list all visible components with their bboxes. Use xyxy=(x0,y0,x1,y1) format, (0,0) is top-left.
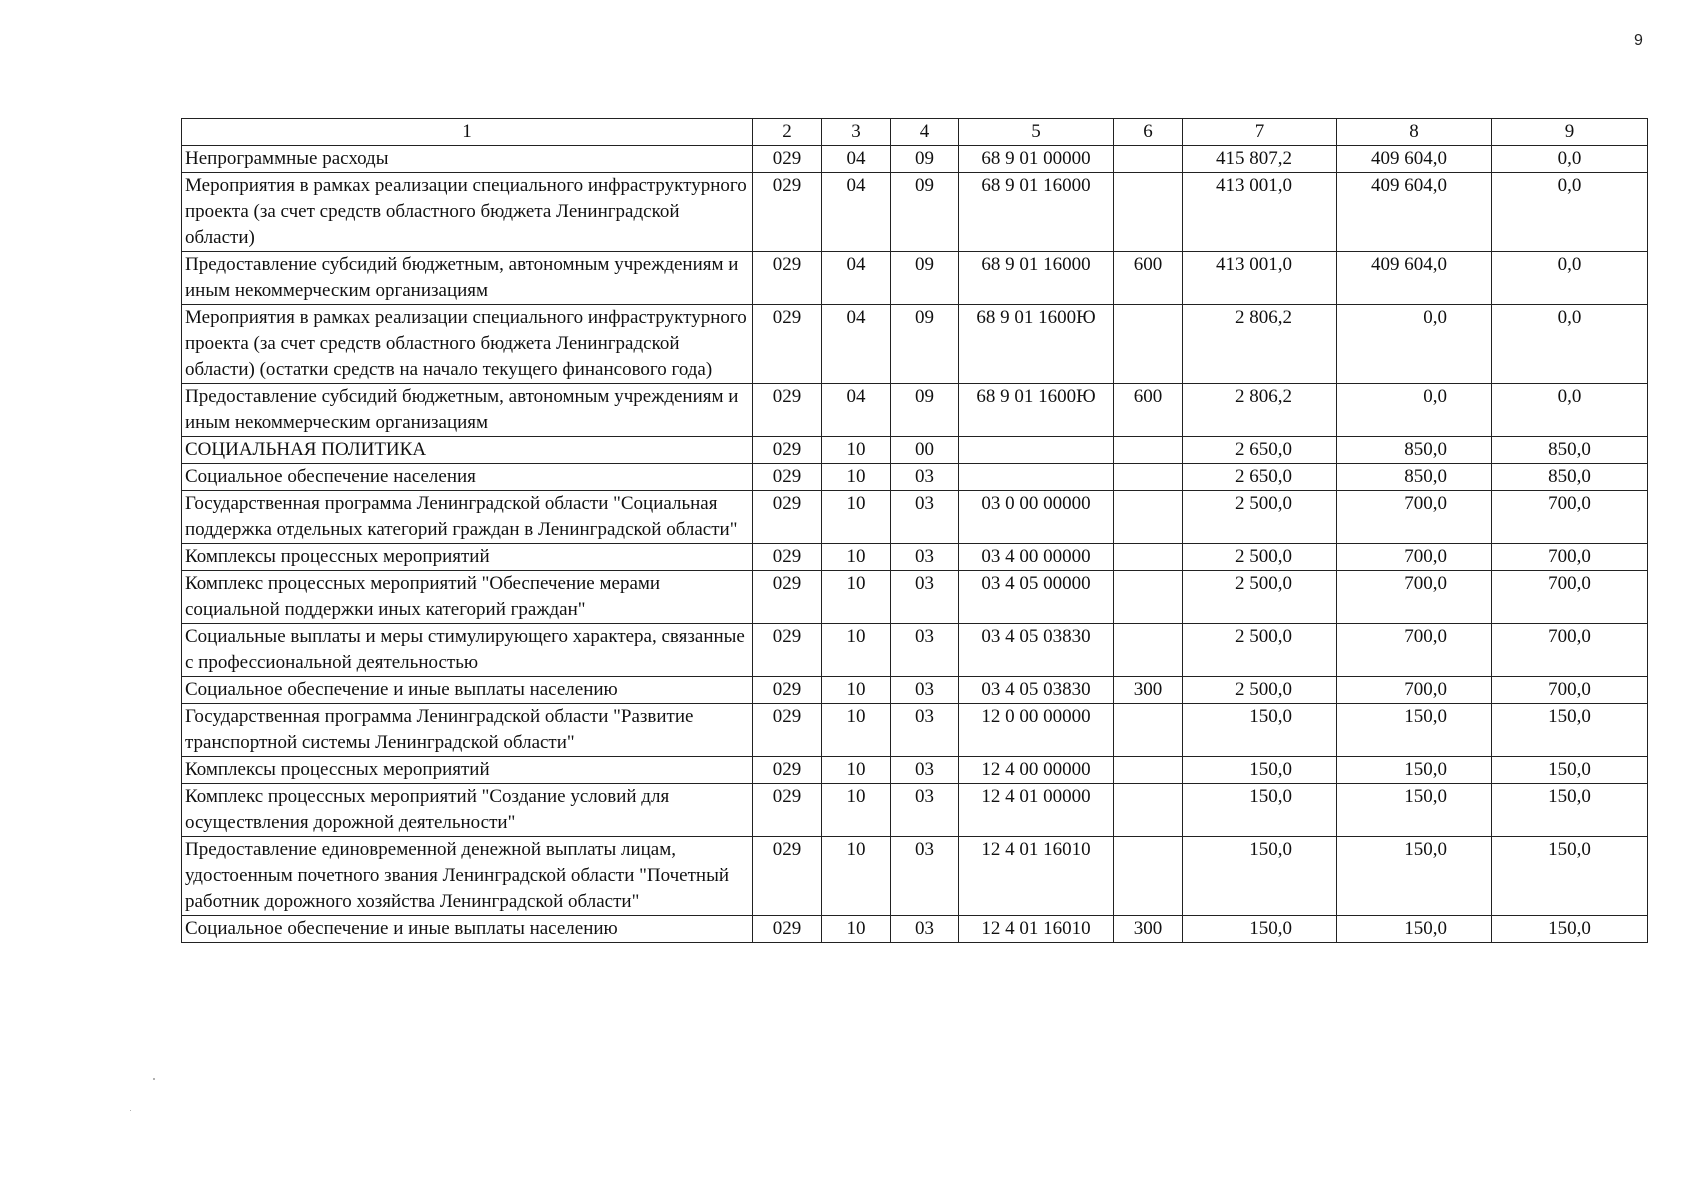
subsection-cell: 03 xyxy=(891,916,959,943)
expense-type-cell: 600 xyxy=(1114,252,1183,305)
admin-code-cell: 029 xyxy=(753,757,822,784)
expense-type-cell xyxy=(1114,704,1183,757)
admin-code-cell: 029 xyxy=(753,491,822,544)
expense-type-cell xyxy=(1114,837,1183,916)
name-cell: СОЦИАЛЬНАЯ ПОЛИТИКА xyxy=(182,437,753,464)
amount-cell: 2 500,0 xyxy=(1183,571,1337,624)
table-row xyxy=(182,784,1648,837)
name-cell: Предоставление субсидий бюджетным, автономным учреждениям и иным некоммерческим организациям xyxy=(182,252,753,305)
amount-cell: 700,0 xyxy=(1492,624,1648,677)
expense-type-cell: 300 xyxy=(1114,916,1183,943)
amount-cell: 700,0 xyxy=(1337,677,1492,704)
subsection-cell: 03 xyxy=(891,704,959,757)
subsection-cell: 03 xyxy=(891,757,959,784)
target-item-cell: 03 0 00 00000 xyxy=(959,491,1114,544)
table-row xyxy=(182,384,1648,437)
amount-cell: 150,0 xyxy=(1492,916,1648,943)
target-item-cell: 12 4 01 16010 xyxy=(959,916,1114,943)
amount-cell: 415 807,2 xyxy=(1183,146,1337,173)
section-cell: 10 xyxy=(822,437,891,464)
admin-code-cell: 029 xyxy=(753,624,822,677)
target-item-cell: 68 9 01 16000 xyxy=(959,173,1114,252)
scan-speck xyxy=(130,1110,131,1111)
amount-cell: 700,0 xyxy=(1492,491,1648,544)
scan-speck xyxy=(153,1078,155,1080)
amount-cell: 700,0 xyxy=(1337,544,1492,571)
expense-type-cell xyxy=(1114,491,1183,544)
section-cell: 10 xyxy=(822,491,891,544)
target-item-cell: 68 9 01 1600Ю xyxy=(959,305,1114,384)
target-item-cell: 12 0 00 00000 xyxy=(959,704,1114,757)
amount-cell: 0,0 xyxy=(1492,384,1648,437)
expense-type-cell xyxy=(1114,571,1183,624)
amount-cell: 150,0 xyxy=(1183,784,1337,837)
amount-cell: 150,0 xyxy=(1183,704,1337,757)
target-item-cell: 12 4 01 00000 xyxy=(959,784,1114,837)
name-cell: Социальное обеспечение и иные выплаты населению xyxy=(182,916,753,943)
amount-cell: 700,0 xyxy=(1492,677,1648,704)
subsection-cell: 03 xyxy=(891,624,959,677)
section-cell: 10 xyxy=(822,544,891,571)
header-cell: 3 xyxy=(822,119,891,146)
admin-code-cell: 029 xyxy=(753,437,822,464)
amount-cell: 0,0 xyxy=(1492,146,1648,173)
amount-cell: 2 806,2 xyxy=(1183,305,1337,384)
amount-cell: 850,0 xyxy=(1337,437,1492,464)
target-item-cell: 03 4 05 03830 xyxy=(959,624,1114,677)
section-cell: 10 xyxy=(822,757,891,784)
target-item-cell: 68 9 01 16000 xyxy=(959,252,1114,305)
target-item-cell: 12 4 00 00000 xyxy=(959,757,1114,784)
header-cell: 9 xyxy=(1492,119,1648,146)
section-cell: 10 xyxy=(822,571,891,624)
expense-type-cell xyxy=(1114,437,1183,464)
expense-type-cell xyxy=(1114,464,1183,491)
header-cell: 1 xyxy=(182,119,753,146)
table-row xyxy=(182,437,1648,464)
amount-cell: 0,0 xyxy=(1337,384,1492,437)
amount-cell: 2 650,0 xyxy=(1183,437,1337,464)
subsection-cell: 03 xyxy=(891,677,959,704)
expense-type-cell xyxy=(1114,757,1183,784)
amount-cell: 2 500,0 xyxy=(1183,491,1337,544)
section-cell: 10 xyxy=(822,916,891,943)
admin-code-cell: 029 xyxy=(753,252,822,305)
name-cell: Непрограммные расходы xyxy=(182,146,753,173)
table-row xyxy=(182,916,1648,943)
section-cell: 10 xyxy=(822,837,891,916)
subsection-cell: 03 xyxy=(891,571,959,624)
amount-cell: 700,0 xyxy=(1337,624,1492,677)
admin-code-cell: 029 xyxy=(753,464,822,491)
admin-code-cell: 029 xyxy=(753,916,822,943)
section-cell: 10 xyxy=(822,677,891,704)
target-item-cell: 68 9 01 00000 xyxy=(959,146,1114,173)
admin-code-cell: 029 xyxy=(753,384,822,437)
target-item-cell: 12 4 01 16010 xyxy=(959,837,1114,916)
section-cell: 04 xyxy=(822,173,891,252)
subsection-cell: 03 xyxy=(891,491,959,544)
section-cell: 04 xyxy=(822,305,891,384)
amount-cell: 150,0 xyxy=(1337,784,1492,837)
amount-cell: 409 604,0 xyxy=(1337,173,1492,252)
table-row xyxy=(182,677,1648,704)
expense-type-cell xyxy=(1114,784,1183,837)
amount-cell: 0,0 xyxy=(1492,252,1648,305)
name-cell: Мероприятия в рамках реализации специального инфраструктурного проекта (за счет средств областного бюджета Ленинградской области) xyxy=(182,173,753,252)
header-cell: 8 xyxy=(1337,119,1492,146)
table-row xyxy=(182,704,1648,757)
name-cell: Социальное обеспечение и иные выплаты населению xyxy=(182,677,753,704)
table-body xyxy=(182,119,1648,943)
amount-cell: 409 604,0 xyxy=(1337,252,1492,305)
subsection-cell: 09 xyxy=(891,146,959,173)
amount-cell: 850,0 xyxy=(1337,464,1492,491)
name-cell: Государственная программа Ленинградской области "Развитие транспортной системы Ленинградской области" xyxy=(182,704,753,757)
admin-code-cell: 029 xyxy=(753,837,822,916)
admin-code-cell: 029 xyxy=(753,571,822,624)
amount-cell: 150,0 xyxy=(1337,916,1492,943)
amount-cell: 150,0 xyxy=(1337,757,1492,784)
table-row xyxy=(182,252,1648,305)
table-header-row xyxy=(182,119,1648,146)
amount-cell: 2 650,0 xyxy=(1183,464,1337,491)
table-row xyxy=(182,837,1648,916)
subsection-cell: 03 xyxy=(891,837,959,916)
name-cell: Комплексы процессных мероприятий xyxy=(182,757,753,784)
amount-cell: 150,0 xyxy=(1492,757,1648,784)
admin-code-cell: 029 xyxy=(753,544,822,571)
expense-type-cell xyxy=(1114,146,1183,173)
header-cell: 2 xyxy=(753,119,822,146)
admin-code-cell: 029 xyxy=(753,677,822,704)
header-cell: 7 xyxy=(1183,119,1337,146)
name-cell: Комплекс процессных мероприятий "Обеспечение мерами социальной поддержки иных категорий граждан" xyxy=(182,571,753,624)
amount-cell: 700,0 xyxy=(1492,571,1648,624)
section-cell: 10 xyxy=(822,464,891,491)
table-row xyxy=(182,464,1648,491)
name-cell: Комплексы процессных мероприятий xyxy=(182,544,753,571)
section-cell: 04 xyxy=(822,384,891,437)
amount-cell: 0,0 xyxy=(1337,305,1492,384)
table-row xyxy=(182,571,1648,624)
name-cell: Социальные выплаты и меры стимулирующего характера, связанные с профессиональной деятельностью xyxy=(182,624,753,677)
section-cell: 10 xyxy=(822,784,891,837)
amount-cell: 2 500,0 xyxy=(1183,624,1337,677)
admin-code-cell: 029 xyxy=(753,704,822,757)
name-cell: Социальное обеспечение населения xyxy=(182,464,753,491)
expense-type-cell xyxy=(1114,305,1183,384)
budget-table xyxy=(181,118,1648,943)
amount-cell: 2 500,0 xyxy=(1183,544,1337,571)
table-row xyxy=(182,146,1648,173)
admin-code-cell: 029 xyxy=(753,173,822,252)
section-cell: 10 xyxy=(822,624,891,677)
page-number: 9 xyxy=(1634,32,1643,49)
amount-cell: 409 604,0 xyxy=(1337,146,1492,173)
expense-type-cell xyxy=(1114,173,1183,252)
amount-cell: 150,0 xyxy=(1183,757,1337,784)
target-item-cell: 03 4 00 00000 xyxy=(959,544,1114,571)
amount-cell: 150,0 xyxy=(1492,837,1648,916)
name-cell: Мероприятия в рамках реализации специального инфраструктурного проекта (за счет средств областного бюджета Ленинградской области) (остатки средств на начало текущего финансового года) xyxy=(182,305,753,384)
target-item-cell: 03 4 05 00000 xyxy=(959,571,1114,624)
amount-cell: 150,0 xyxy=(1183,916,1337,943)
amount-cell: 700,0 xyxy=(1492,544,1648,571)
section-cell: 04 xyxy=(822,146,891,173)
expense-type-cell xyxy=(1114,544,1183,571)
amount-cell: 150,0 xyxy=(1337,837,1492,916)
header-cell: 6 xyxy=(1114,119,1183,146)
amount-cell: 2 500,0 xyxy=(1183,677,1337,704)
amount-cell: 700,0 xyxy=(1337,491,1492,544)
expense-type-cell: 300 xyxy=(1114,677,1183,704)
target-item-cell: 68 9 01 1600Ю xyxy=(959,384,1114,437)
name-cell: Предоставление субсидий бюджетным, автономным учреждениям и иным некоммерческим организациям xyxy=(182,384,753,437)
amount-cell: 850,0 xyxy=(1492,464,1648,491)
subsection-cell: 03 xyxy=(891,784,959,837)
target-item-cell xyxy=(959,437,1114,464)
subsection-cell: 00 xyxy=(891,437,959,464)
subsection-cell: 09 xyxy=(891,173,959,252)
subsection-cell: 03 xyxy=(891,464,959,491)
table-row xyxy=(182,624,1648,677)
admin-code-cell: 029 xyxy=(753,305,822,384)
table-row xyxy=(182,305,1648,384)
amount-cell: 850,0 xyxy=(1492,437,1648,464)
name-cell: Предоставление единовременной денежной выплаты лицам, удостоенным почетного звания Ленинградской области "Почетный работник дорожного хозяйства Ленинградской области" xyxy=(182,837,753,916)
amount-cell: 413 001,0 xyxy=(1183,173,1337,252)
table-row xyxy=(182,491,1648,544)
amount-cell: 150,0 xyxy=(1492,784,1648,837)
amount-cell: 413 001,0 xyxy=(1183,252,1337,305)
amount-cell: 0,0 xyxy=(1492,305,1648,384)
name-cell: Государственная программа Ленинградской области "Социальная поддержка отдельных категорий граждан в Ленинградской области" xyxy=(182,491,753,544)
name-cell: Комплекс процессных мероприятий "Создание условий для осуществления дорожной деятельности" xyxy=(182,784,753,837)
amount-cell: 150,0 xyxy=(1337,704,1492,757)
section-cell: 10 xyxy=(822,704,891,757)
table-row xyxy=(182,757,1648,784)
admin-code-cell: 029 xyxy=(753,784,822,837)
table-row xyxy=(182,173,1648,252)
header-cell: 4 xyxy=(891,119,959,146)
subsection-cell: 09 xyxy=(891,252,959,305)
amount-cell: 2 806,2 xyxy=(1183,384,1337,437)
amount-cell: 150,0 xyxy=(1183,837,1337,916)
subsection-cell: 09 xyxy=(891,384,959,437)
table-row xyxy=(182,544,1648,571)
subsection-cell: 09 xyxy=(891,305,959,384)
admin-code-cell: 029 xyxy=(753,146,822,173)
subsection-cell: 03 xyxy=(891,544,959,571)
amount-cell: 150,0 xyxy=(1492,704,1648,757)
header-cell: 5 xyxy=(959,119,1114,146)
target-item-cell: 03 4 05 03830 xyxy=(959,677,1114,704)
expense-type-cell: 600 xyxy=(1114,384,1183,437)
target-item-cell xyxy=(959,464,1114,491)
amount-cell: 700,0 xyxy=(1337,571,1492,624)
section-cell: 04 xyxy=(822,252,891,305)
amount-cell: 0,0 xyxy=(1492,173,1648,252)
expense-type-cell xyxy=(1114,624,1183,677)
